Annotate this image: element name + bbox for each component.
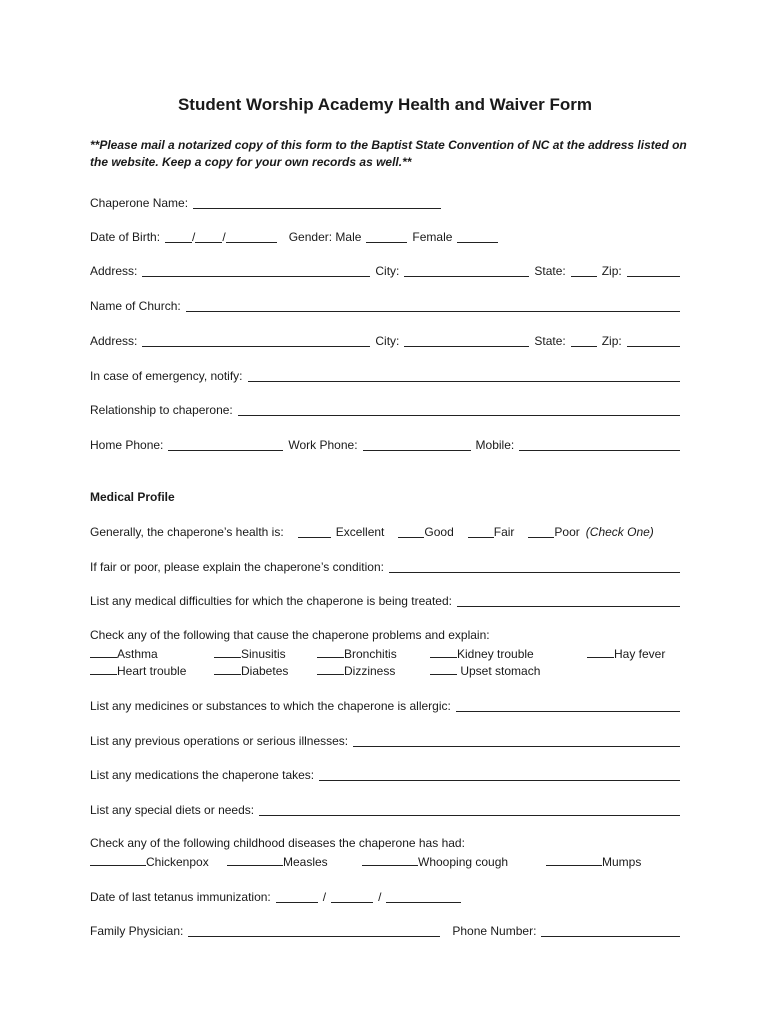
diets-field[interactable]: [259, 802, 680, 816]
problem-option[interactable]: Bronchitis: [317, 646, 397, 661]
health-option: Poor: [554, 525, 580, 539]
problem-option[interactable]: Kidney trouble: [430, 646, 534, 661]
address-label: Address:: [90, 264, 138, 278]
church-state-field[interactable]: [571, 333, 597, 347]
health-row: [90, 523, 680, 541]
difficulties-field[interactable]: [457, 593, 680, 607]
problems-label: Check any of the following that cause the chaperone problems and explain:: [90, 628, 490, 642]
problem-option[interactable]: Asthma: [90, 646, 158, 661]
diets-label: List any special diets or needs:: [90, 803, 255, 817]
childhood-option[interactable]: Whooping cough: [362, 854, 508, 869]
work-phone-label: Work Phone:: [288, 438, 358, 452]
dob-label: Date of Birth:: [90, 230, 161, 244]
emergency-field[interactable]: [248, 368, 680, 382]
allergic-row: [90, 697, 680, 715]
dob-separator: /: [222, 230, 226, 244]
childhood-option[interactable]: Chickenpox: [90, 854, 209, 869]
chaperone-name-row: [90, 194, 680, 212]
operations-label: List any previous operations or serious illnesses:: [90, 734, 349, 748]
dob-separator: /: [192, 230, 196, 244]
check-one-note: (Check One): [585, 525, 654, 539]
form-title: Student Worship Academy Health and Waiver Form: [177, 95, 593, 114]
health-good-check[interactable]: [398, 524, 424, 538]
phone-number-field[interactable]: [541, 923, 680, 937]
church-zip-field[interactable]: [627, 333, 680, 347]
health-fair-check[interactable]: [468, 524, 494, 538]
emergency-label: In case of emergency, notify:: [90, 369, 243, 383]
church-city-label: City:: [375, 334, 400, 348]
church-city-field[interactable]: [404, 333, 529, 347]
tetanus-month-field[interactable]: [276, 889, 318, 903]
difficulties-label: List any medical difficulties for which the chaperone is being treated:: [90, 594, 452, 608]
health-option: Fair: [493, 525, 515, 539]
work-phone-field[interactable]: [363, 437, 471, 451]
dob-month-field[interactable]: [165, 229, 192, 243]
dob-day-field[interactable]: [195, 229, 222, 243]
home-phone-label: Home Phone:: [90, 438, 164, 452]
health-option: Excellent: [335, 525, 385, 539]
diets-row: [90, 801, 680, 819]
mobile-label: Mobile:: [475, 438, 515, 452]
gender-female-field[interactable]: [457, 229, 498, 243]
zip-field[interactable]: [627, 263, 680, 277]
relationship-label: Relationship to chaperone:: [90, 403, 233, 417]
health-label: Generally, the chaperone’s health is:: [90, 525, 284, 539]
address-row: [90, 262, 680, 280]
church-label: Name of Church:: [90, 299, 181, 313]
physician-label: Family Physician:: [90, 924, 184, 938]
zip-label: Zip:: [601, 264, 622, 278]
gender-female-label: Female: [412, 230, 453, 244]
problem-option[interactable]: Hay fever: [587, 646, 665, 661]
childhood-option[interactable]: Mumps: [546, 854, 641, 869]
health-option: Good: [424, 525, 454, 539]
state-label: State:: [534, 264, 566, 278]
phones-row: [90, 436, 680, 454]
church-address-field[interactable]: [142, 333, 370, 347]
explain-field[interactable]: [389, 559, 680, 573]
tetanus-row: [90, 888, 680, 906]
church-address-label: Address:: [90, 334, 138, 348]
church-address-row: [90, 332, 680, 350]
church-state-label: State:: [534, 334, 566, 348]
mailing-note: **Please mail a notarized copy of this form to the Baptist State Convention of NC at the address listed on the website. Keep a copy for your own records as well.**: [90, 138, 687, 169]
mobile-field[interactable]: [519, 437, 680, 451]
allergic-field[interactable]: [456, 698, 680, 712]
emergency-row: [90, 367, 680, 385]
problem-option[interactable]: Dizziness: [317, 663, 395, 678]
relationship-field[interactable]: [238, 402, 680, 416]
gender-male-label: Gender: Male: [288, 230, 362, 244]
tetanus-year-field[interactable]: [386, 889, 461, 903]
explain-label: If fair or poor, please explain the chaperone’s condition:: [90, 560, 384, 574]
medications-row: [90, 766, 680, 784]
home-phone-field[interactable]: [168, 437, 283, 451]
problem-option[interactable]: Upset stomach: [430, 663, 540, 678]
medical-profile-heading: Medical Profile: [90, 490, 175, 504]
medications-field[interactable]: [319, 767, 680, 781]
city-field[interactable]: [404, 263, 529, 277]
chaperone-name-field[interactable]: [193, 195, 441, 209]
gender-male-field[interactable]: [366, 229, 407, 243]
address-field[interactable]: [142, 263, 370, 277]
health-poor-check[interactable]: [528, 524, 554, 538]
childhood-label: Check any of the following childhood diseases the chaperone has had:: [90, 836, 465, 850]
church-zip-label: Zip:: [601, 334, 622, 348]
problem-option[interactable]: Sinusitis: [214, 646, 286, 661]
tetanus-separator: /: [378, 890, 382, 904]
tetanus-separator: /: [322, 890, 327, 904]
health-excellent-check[interactable]: [298, 524, 331, 538]
city-label: City:: [375, 264, 400, 278]
allergic-label: List any medicines or substances to which the chaperone is allergic:: [90, 699, 451, 713]
explain-row: [90, 558, 680, 576]
tetanus-day-field[interactable]: [331, 889, 373, 903]
childhood-option[interactable]: Measles: [227, 854, 328, 869]
dob-year-field[interactable]: [226, 229, 277, 243]
state-field[interactable]: [571, 263, 597, 277]
problem-option[interactable]: Heart trouble: [90, 663, 186, 678]
physician-field[interactable]: [188, 923, 440, 937]
physician-row: [90, 922, 680, 940]
dob-gender-row: [90, 228, 680, 246]
phone-number-label: Phone Number:: [452, 924, 537, 938]
operations-field[interactable]: [353, 733, 680, 747]
church-row: [90, 297, 680, 315]
medications-label: List any medications the chaperone takes:: [90, 768, 315, 782]
tetanus-label: Date of last tetanus immunization:: [90, 890, 271, 904]
chaperone-name-label: Chaperone Name:: [90, 196, 189, 210]
church-field[interactable]: [186, 298, 680, 312]
relationship-row: [90, 401, 680, 419]
problem-option[interactable]: Diabetes: [214, 663, 288, 678]
operations-row: [90, 732, 680, 750]
difficulties-row: [90, 592, 680, 610]
